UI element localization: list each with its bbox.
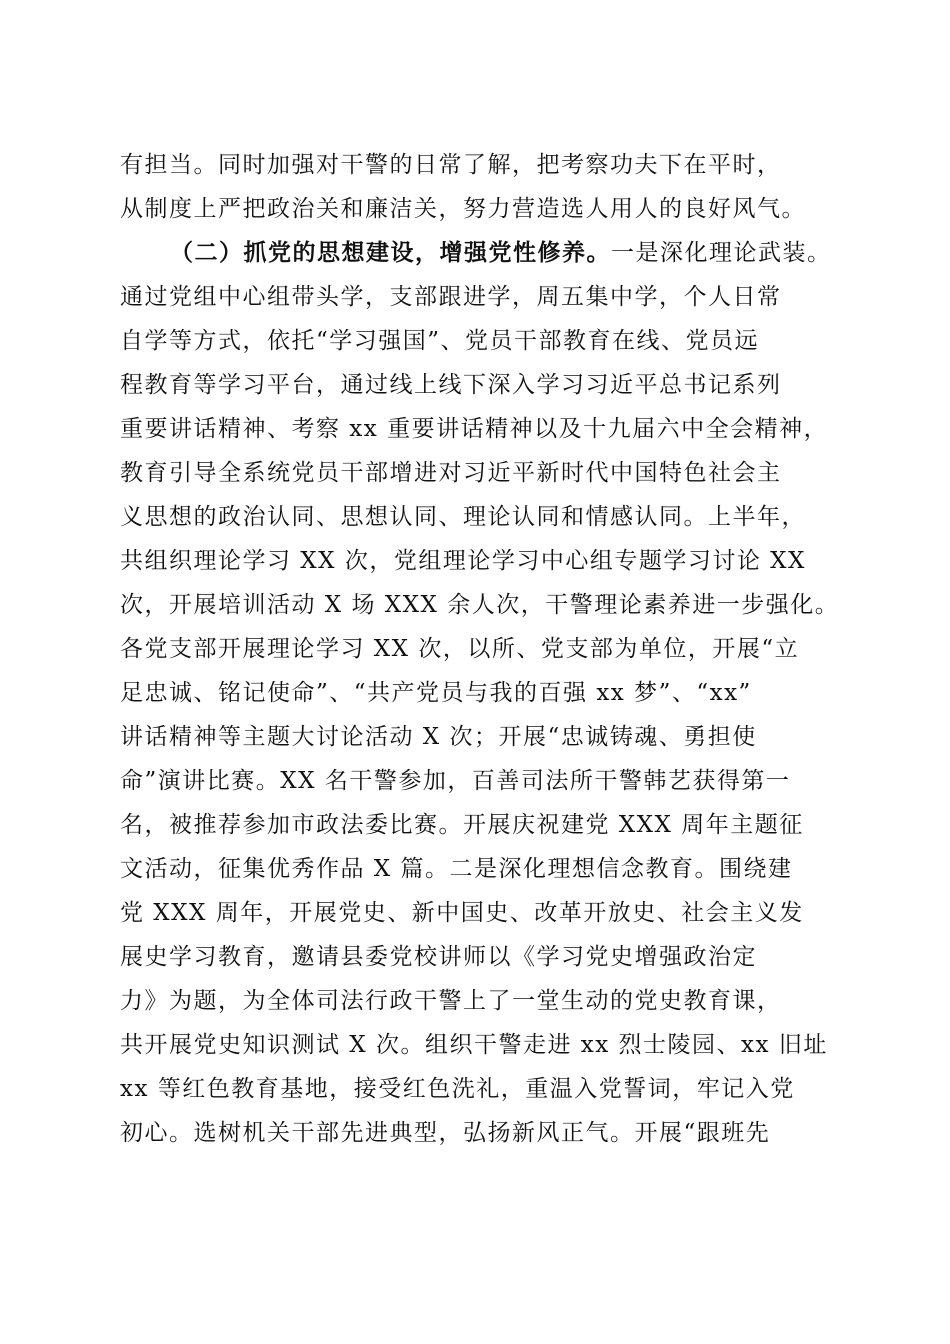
text-line: 展史学习教育，邀请县委党校讲师以《学习党史增强政治定 bbox=[120, 944, 757, 970]
text-line: 有担当。同时加强对干警的日常了解，把考察功夫下在平时， bbox=[120, 152, 782, 178]
text-line: 重要讲话精神、考察 xx 重要讲话精神以及十九届六中全会精神， bbox=[120, 416, 829, 442]
text-line: 一是深化理论武装。 bbox=[611, 240, 832, 266]
text-line: 各党支部开展理论学习 XX 次，以所、党支部为单位，开展“立 bbox=[120, 636, 800, 662]
text-line: 共开展党史知识测试 X 次。组织干警走进 xx 烈士陵园、xx 旧址 bbox=[120, 1032, 828, 1058]
text-line: 足忠诚、铭记使命”、“共产党员与我的百强 xx 梦”、“xx” bbox=[120, 680, 752, 706]
text-line: 党 XXX 周年，开展党史、新中国史、改革开放史、社会主义发 bbox=[120, 900, 804, 926]
text-line: 从制度上严把政治关和廉洁关，努力营造选人用人的良好风气。 bbox=[120, 196, 806, 222]
text-line: 自学等方式，依托“学习强国”、党员干部教育在线、党员远 bbox=[120, 328, 760, 354]
text-line: 教育引导全系统党员干部增进对习近平新时代中国特色社会主 bbox=[120, 460, 782, 486]
text-line: 通过党组中心组带头学，支部跟进学，周五集中学，个人日常 bbox=[120, 284, 782, 310]
text-line: 程教育等学习平台，通过线上线下深入学习习近平总书记系列 bbox=[120, 372, 782, 398]
text-line: 讲话精神等主题大讨论活动 X 次；开展“忠诚铸魂、勇担使 bbox=[120, 724, 757, 750]
section-heading-line bbox=[170, 233, 832, 273]
text-line: xx 等红色教育基地，接受红色洗礼，重温入党誓词，牢记入党 bbox=[120, 1076, 795, 1102]
text-line: 义思想的政治认同、思想认同、理论认同和情感认同。上半年， bbox=[120, 504, 806, 530]
text-line: 文活动，征集优秀作品 X 篇。二是深化理想信念教育。围绕建 bbox=[120, 856, 793, 882]
text-line: 命”演讲比赛。XX 名干警参加，百善司法所干警韩艺获得第一 bbox=[120, 768, 791, 794]
text-line: 次，开展培训活动 X 场 XXX 余人次，干警理论素养进一步强化。 bbox=[120, 592, 840, 618]
text-line: 初心。选树机关干部先进典型，弘扬新风正气。开展“跟班先 bbox=[120, 1120, 771, 1146]
text-line: 共组织理论学习 XX 次，党组理论学习中心组专题学习讨论 XX bbox=[120, 548, 806, 574]
text-line: 名，被推荐参加市政法委比赛。开展庆祝建党 XXX 周年主题征 bbox=[120, 812, 804, 838]
text-line: 力》为题，为全体司法行政干警上了一堂生动的党史教育课， bbox=[120, 988, 782, 1014]
section-heading: （二）抓党的思想建设，增强党性修养。 bbox=[170, 239, 611, 266]
